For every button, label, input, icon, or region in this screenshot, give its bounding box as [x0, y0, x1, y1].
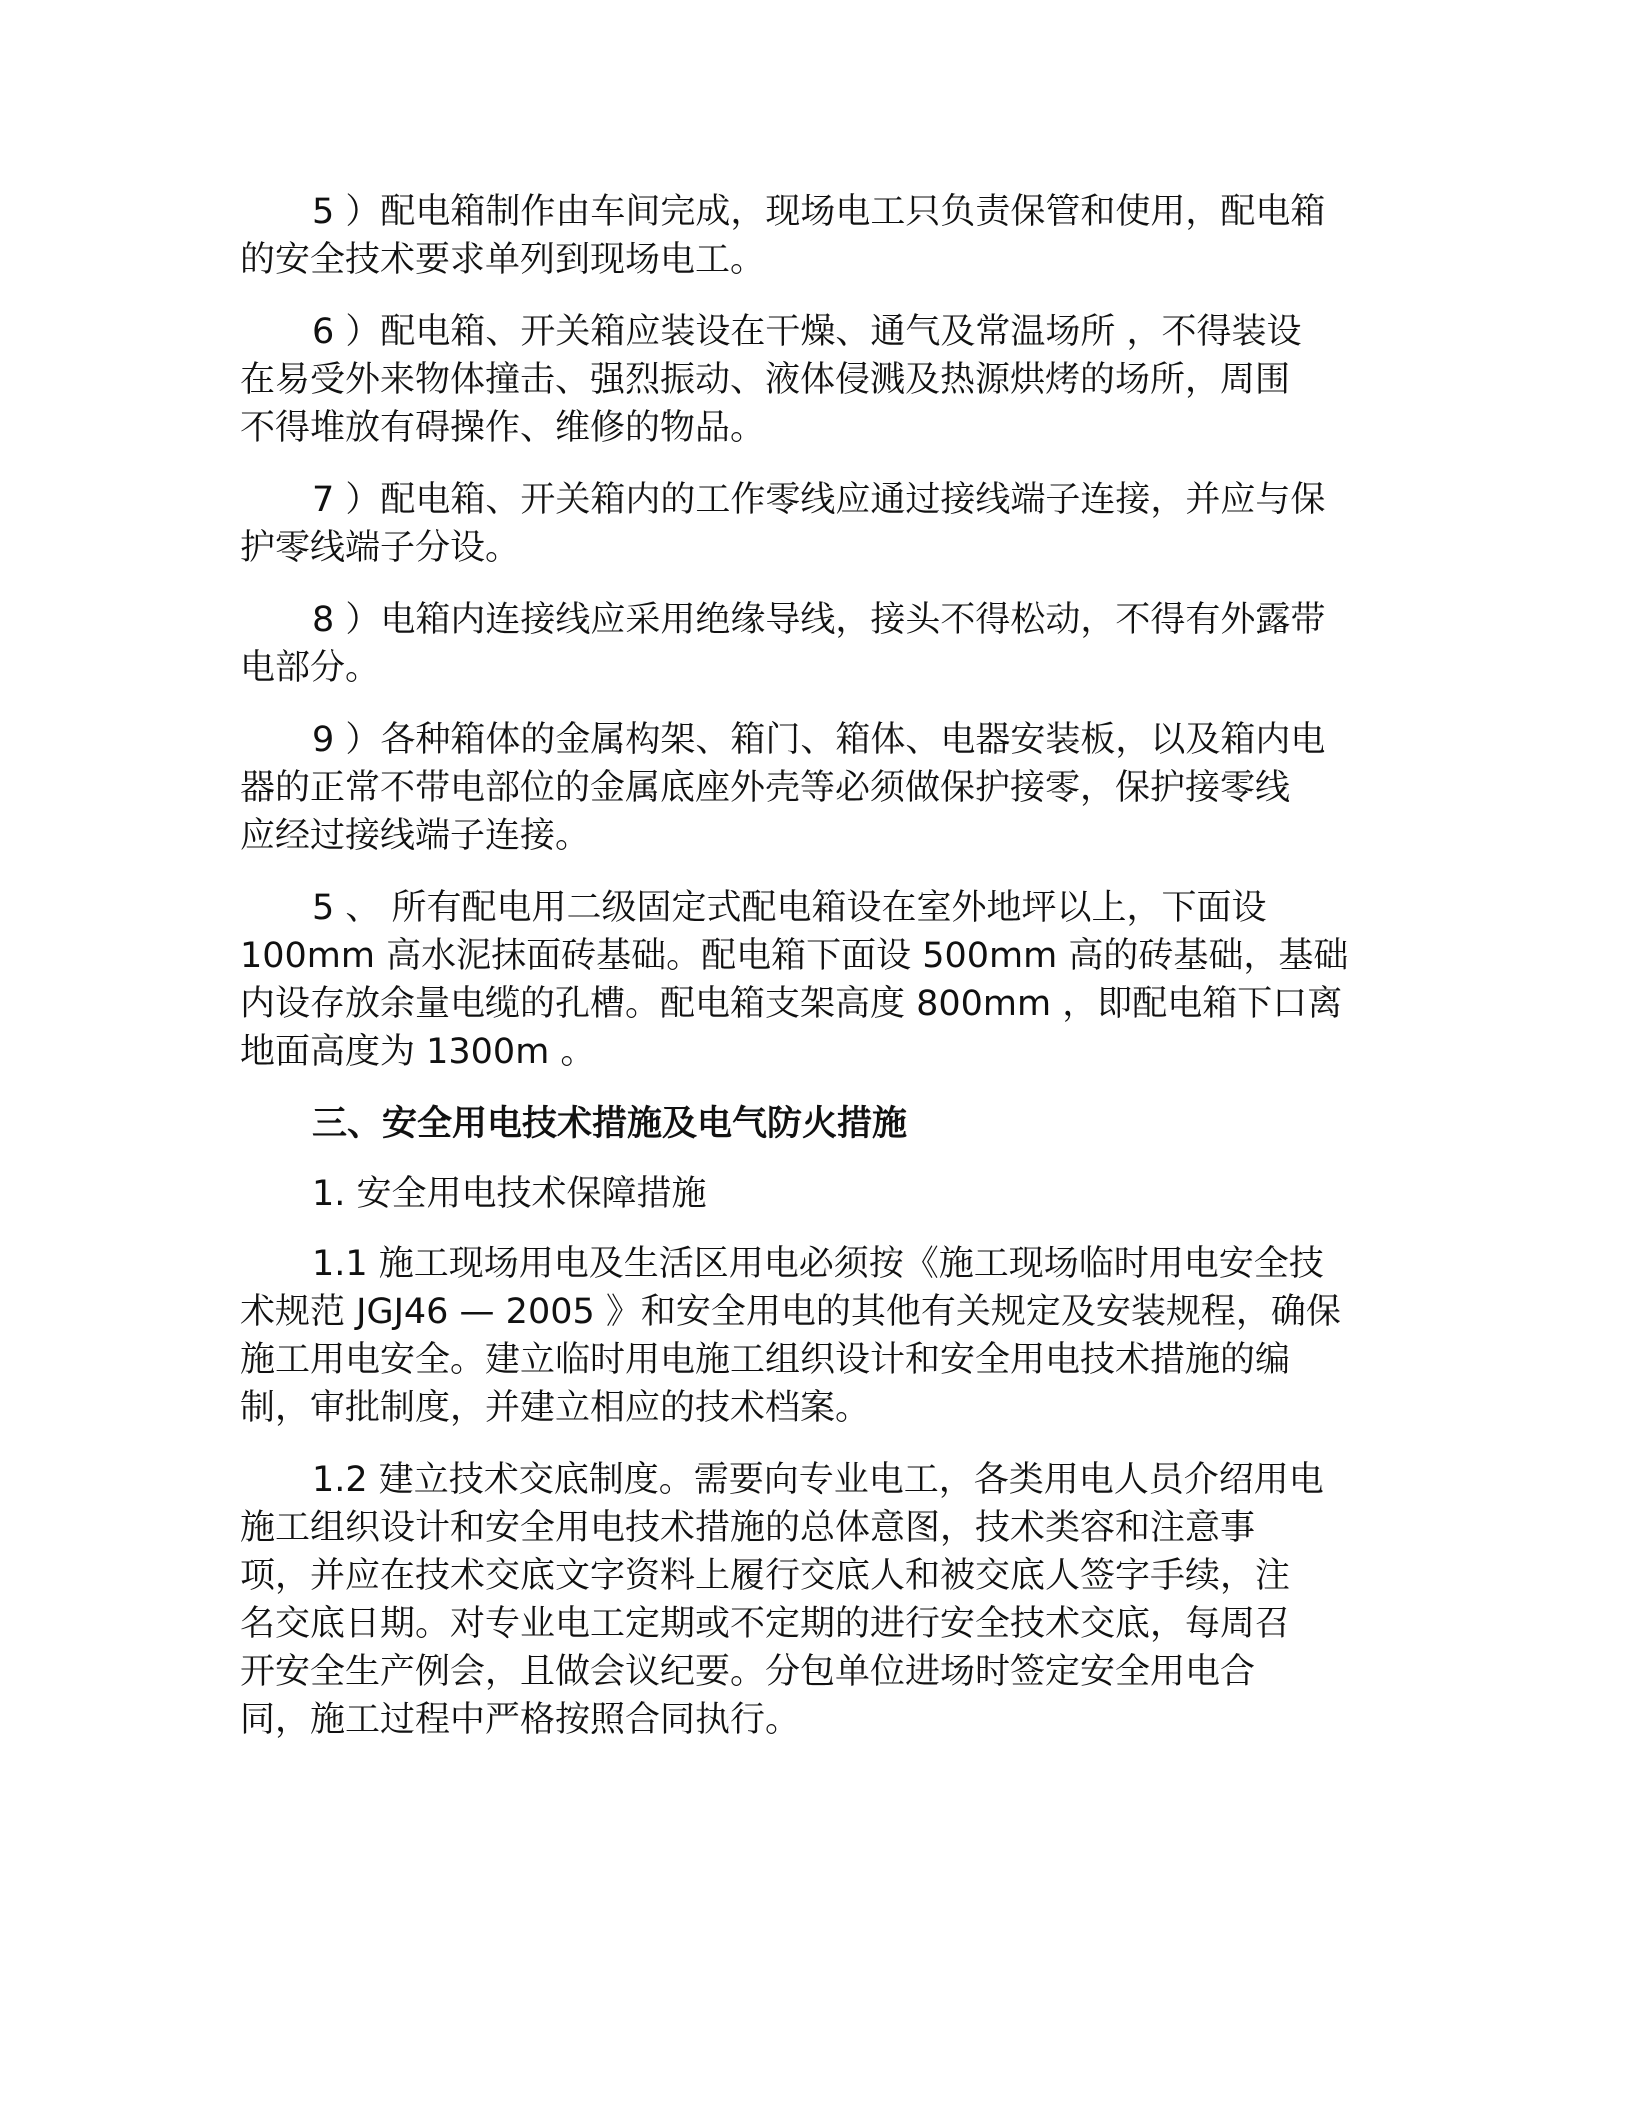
- text-line: 名交底日期。对专业电工定期或不定期的进行安全技术交底，每周召: [240, 1604, 1291, 1644]
- text-line: 术规范 JGJ46 — 2005 》和安全用电的其他有关规定及安装规程，确保: [240, 1292, 1341, 1332]
- paragraph-section-5: [240, 884, 1380, 1076]
- text-line: 开安全生产例会，且做会议纪要。分包单位进场时签定安全用电合: [240, 1652, 1256, 1692]
- text-line: 项，并应在技术交底文字资料上履行交底人和被交底人签字手续，注: [240, 1556, 1291, 1596]
- text-line: 制，审批制度，并建立相应的技术档案。: [240, 1388, 871, 1428]
- text-line: 地面高度为 1300m 。: [240, 1032, 596, 1072]
- paragraph-1-2: [240, 1456, 1380, 1744]
- text-line: 不得堆放有碍操作、维修的物品。: [240, 408, 766, 448]
- subsection-heading: 1. 安全用电技术保障措施: [312, 1174, 707, 1214]
- text-line: 5 ）配电箱制作由车间完成，现场电工只负责保管和使用，配电箱: [312, 192, 1326, 232]
- text-line: 6 ）配电箱、开关箱应装设在干燥、通气及常温场所 ，不得装设: [312, 312, 1302, 352]
- text-line: 5 、 所有配电用二级固定式配电箱设在室外地坪以上，下面设: [312, 888, 1267, 928]
- text-line: 电部分。: [240, 648, 381, 688]
- text-line: 9 ）各种箱体的金属构架、箱门、箱体、电器安装板，以及箱内电: [312, 720, 1326, 760]
- section-heading: 三、安全用电技术措施及电气防火措施: [312, 1104, 908, 1144]
- paragraph-item-8: [240, 596, 1380, 692]
- paragraph-item-6: [240, 308, 1380, 452]
- text-line: 应经过接线端子连接。: [240, 816, 591, 856]
- text-line: 同，施工过程中严格按照合同执行。: [240, 1700, 801, 1740]
- text-line: 7 ）配电箱、开关箱内的工作零线应通过接线端子连接，并应与保: [312, 480, 1326, 520]
- paragraph-1-1: [240, 1240, 1380, 1432]
- text-line: 1.2 建立技术交底制度。需要向专业电工，各类用电人员介绍用电: [312, 1460, 1324, 1500]
- text-line: 8 ）电箱内连接线应采用绝缘导线，接头不得松动，不得有外露带: [312, 600, 1326, 640]
- text-line: 在易受外来物体撞击、强烈振动、液体侵溅及热源烘烤的场所，周围: [240, 360, 1291, 400]
- text-line: 内设存放余量电缆的孔槽。配电箱支架高度 800mm ，即配电箱下口离: [240, 984, 1343, 1024]
- paragraph-item-9: [240, 716, 1380, 860]
- text-line: 施工用电安全。建立临时用电施工组织设计和安全用电技术措施的编: [240, 1340, 1291, 1380]
- text-line: 器的正常不带电部位的金属底座外壳等必须做保护接零，保护接零线: [240, 768, 1291, 808]
- text-line: 1.1 施工现场用电及生活区用电必须按《施工现场临时用电安全技: [312, 1244, 1324, 1284]
- text-line: 护零线端子分设。: [240, 528, 521, 568]
- text-line: 100mm 高水泥抹面砖基础。配电箱下面设 500mm 高的砖基础，基础: [240, 936, 1349, 976]
- paragraph-item-5: [240, 188, 1380, 284]
- document-body: [240, 188, 1380, 1744]
- text-line: 施工组织设计和安全用电技术措施的总体意图，技术类容和注意事: [240, 1508, 1256, 1548]
- paragraph-item-7: [240, 476, 1380, 572]
- text-line: 的安全技术要求单列到现场电工。: [240, 240, 766, 280]
